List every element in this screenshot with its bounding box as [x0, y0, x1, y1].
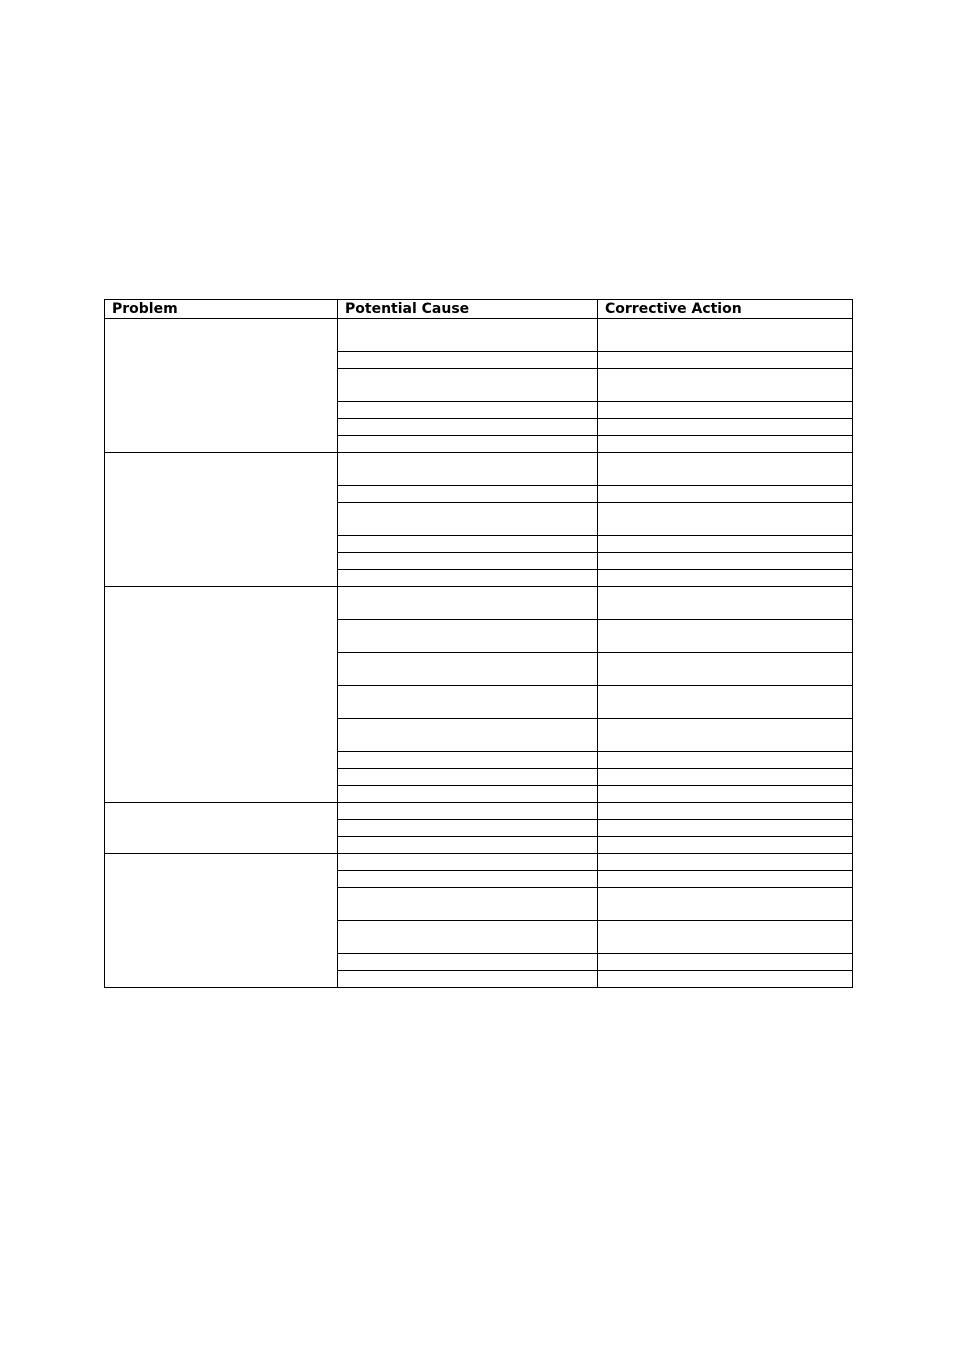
potential-cause-cell: [338, 786, 598, 803]
potential-cause-cell: [338, 653, 598, 686]
potential-cause-cell: [338, 837, 598, 854]
table-row: [105, 587, 853, 620]
corrective-action-cell: [598, 786, 853, 803]
potential-cause-cell: [338, 921, 598, 954]
potential-cause-cell: [338, 369, 598, 402]
potential-cause-cell: [338, 752, 598, 769]
corrective-action-cell: [598, 653, 853, 686]
potential-cause-cell: [338, 402, 598, 419]
corrective-action-cell: [598, 921, 853, 954]
table-header-row: [105, 300, 853, 319]
potential-cause-cell: [338, 854, 598, 871]
potential-cause-cell: [338, 352, 598, 369]
problem-cell: [105, 854, 338, 988]
corrective-action-cell: [598, 871, 853, 888]
corrective-action-cell: [598, 620, 853, 653]
potential-cause-cell: [338, 888, 598, 921]
corrective-action-cell: [598, 888, 853, 921]
corrective-action-cell: [598, 570, 853, 587]
header-potential-cause: Potential Cause: [338, 300, 598, 319]
potential-cause-cell: [338, 871, 598, 888]
potential-cause-cell: [338, 436, 598, 453]
table-row: [105, 319, 853, 352]
corrective-action-cell: [598, 352, 853, 369]
troubleshooting-table: [104, 299, 853, 988]
potential-cause-cell: [338, 820, 598, 837]
potential-cause-cell: [338, 419, 598, 436]
table-row: [105, 453, 853, 486]
problem-cell: [105, 587, 338, 803]
table-row: [105, 803, 853, 820]
potential-cause-cell: [338, 536, 598, 553]
potential-cause-cell: [338, 570, 598, 587]
corrective-action-cell: [598, 369, 853, 402]
corrective-action-cell: [598, 436, 853, 453]
corrective-action-cell: [598, 402, 853, 419]
problem-cell: [105, 453, 338, 587]
potential-cause-cell: [338, 686, 598, 719]
corrective-action-cell: [598, 486, 853, 503]
table-row: [105, 854, 853, 871]
corrective-action-cell: [598, 971, 853, 988]
potential-cause-cell: [338, 620, 598, 653]
potential-cause-cell: [338, 503, 598, 536]
corrective-action-cell: [598, 503, 853, 536]
corrective-action-cell: [598, 752, 853, 769]
corrective-action-cell: [598, 769, 853, 786]
potential-cause-cell: [338, 319, 598, 352]
corrective-action-cell: [598, 553, 853, 570]
corrective-action-cell: [598, 453, 853, 486]
corrective-action-cell: [598, 854, 853, 871]
potential-cause-cell: [338, 587, 598, 620]
problem-cell: [105, 803, 338, 854]
potential-cause-cell: [338, 453, 598, 486]
corrective-action-cell: [598, 686, 853, 719]
header-problem: Problem: [105, 300, 338, 319]
corrective-action-cell: [598, 587, 853, 620]
potential-cause-cell: [338, 553, 598, 570]
corrective-action-cell: [598, 954, 853, 971]
potential-cause-cell: [338, 719, 598, 752]
potential-cause-cell: [338, 803, 598, 820]
corrective-action-cell: [598, 419, 853, 436]
potential-cause-cell: [338, 486, 598, 503]
corrective-action-cell: [598, 837, 853, 854]
table-body: [105, 319, 853, 988]
corrective-action-cell: [598, 536, 853, 553]
corrective-action-cell: [598, 319, 853, 352]
header-corrective-action: Corrective Action: [598, 300, 853, 319]
problem-cell: [105, 319, 338, 453]
potential-cause-cell: [338, 954, 598, 971]
potential-cause-cell: [338, 769, 598, 786]
potential-cause-cell: [338, 971, 598, 988]
corrective-action-cell: [598, 803, 853, 820]
corrective-action-cell: [598, 820, 853, 837]
corrective-action-cell: [598, 719, 853, 752]
